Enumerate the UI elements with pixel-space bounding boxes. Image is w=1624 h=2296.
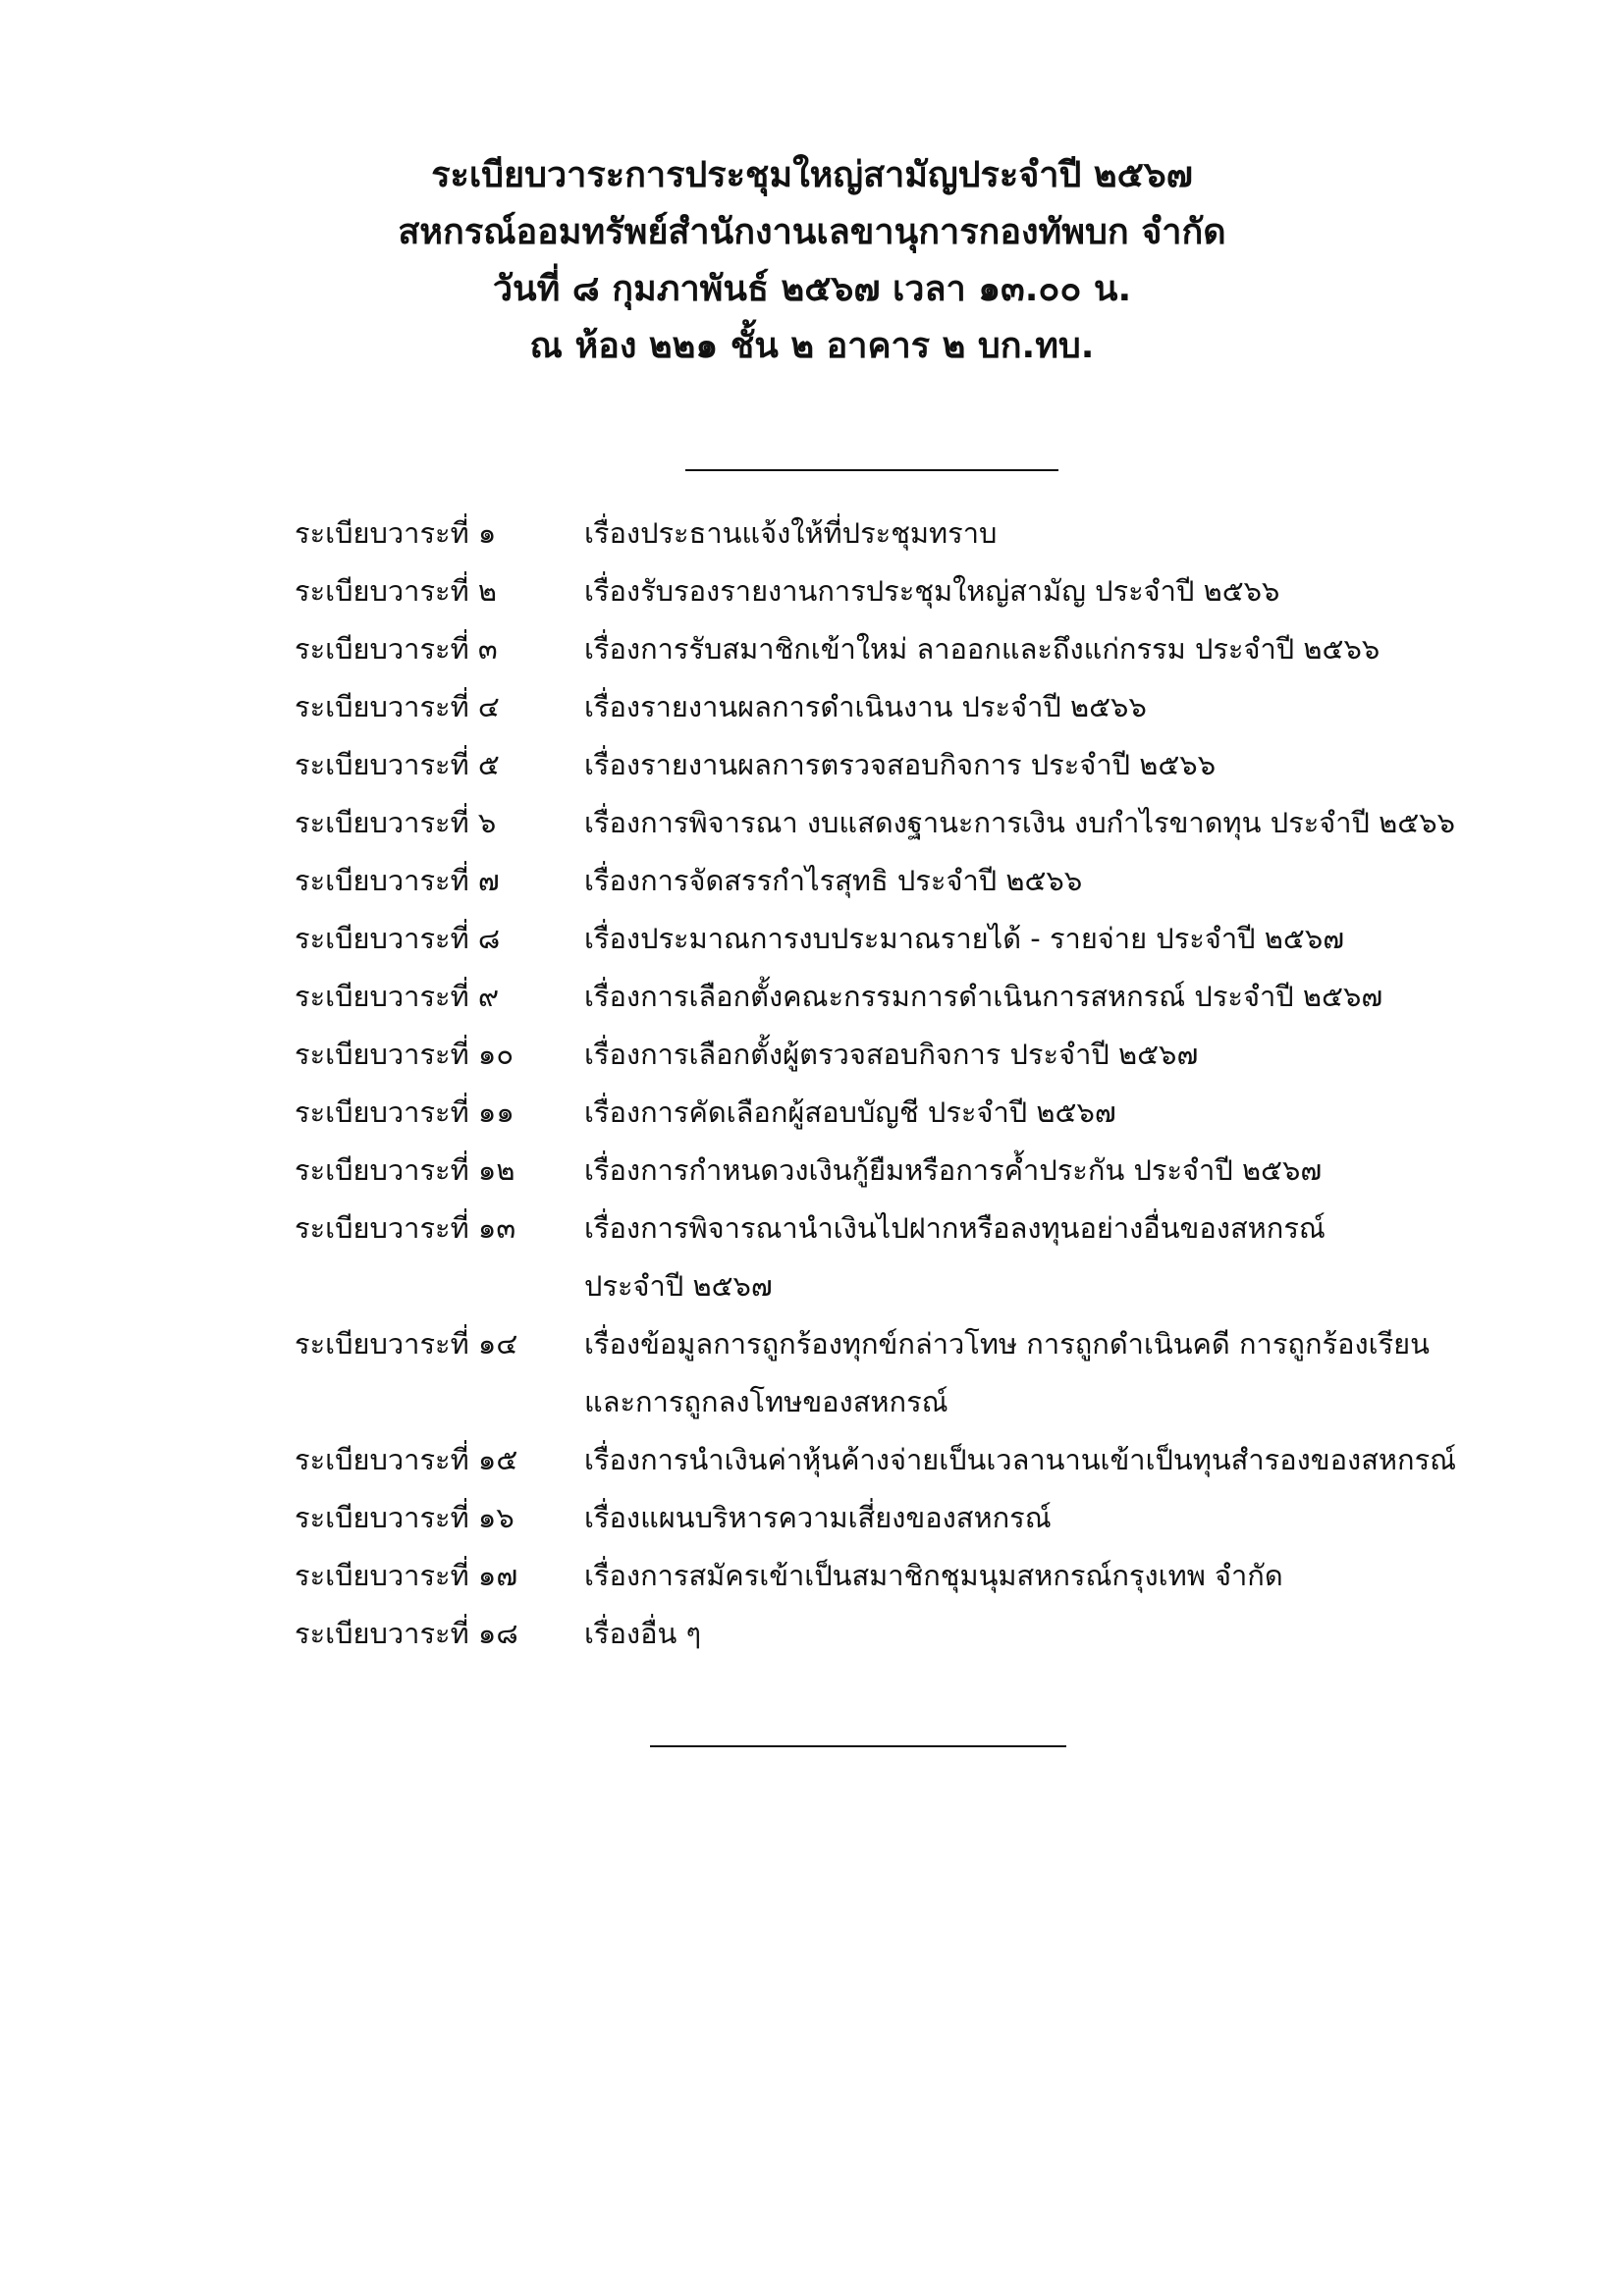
agenda-item-line: เรื่องการเลือกตั้งผู้ตรวจสอบกิจการ ประจำปี ๒๕๖๗ — [584, 1038, 1199, 1071]
agenda-item-label: ระเบียบวาระที่ ๑๑ — [295, 1095, 514, 1129]
agenda-item-line: เรื่องข้อมูลการถูกร้องทุกข์กล่าวโทษ การถูกดำเนินคดี การถูกร้องเรียน — [584, 1327, 1430, 1361]
agenda-item-line: เรื่องอื่น ๆ — [584, 1617, 702, 1650]
agenda-item-line: เรื่องการนำเงินค่าหุ้นค้างจ่ายเป็นเวลานานเข้าเป็นทุนสำรองของสหกรณ์ — [584, 1443, 1457, 1476]
agenda-item-line: เรื่องการกำหนดวงเงินกู้ยืมหรือการค้ำประกัน ประจำปี ๒๕๖๗ — [584, 1153, 1323, 1187]
footer-divider — [650, 1745, 1066, 1747]
agenda-item-label: ระเบียบวาระที่ ๔ — [295, 690, 500, 723]
agenda-item-line: เรื่องประมาณการงบประมาณรายได้ - รายจ่าย ประจำปี ๒๕๖๗ — [584, 922, 1345, 955]
agenda-item-label: ระเบียบวาระที่ ๑๔ — [295, 1327, 518, 1361]
agenda-item-line: เรื่องการรับสมาชิกเข้าใหม่ ลาออกและถึงแก่กรรม ประจำปี ๒๕๖๖ — [584, 632, 1380, 666]
agenda-item-text — [584, 1142, 1434, 1200]
agenda-item-text — [584, 736, 1434, 794]
agenda-item-line: เรื่องรายงานผลการตรวจสอบกิจการ ประจำปี ๒๕๖๖ — [584, 748, 1217, 781]
agenda-list — [295, 505, 1457, 1663]
agenda-item-text — [584, 1084, 1434, 1142]
agenda-item-line: และการถูกลงโทษของสหกรณ์ — [584, 1385, 948, 1418]
organization-name: สหกรณ์ออมทรัพย์สำนักงานเลขานุการกองทัพบก จำกัด — [398, 212, 1226, 252]
agenda-item — [295, 505, 1434, 562]
agenda-item-text — [584, 562, 1434, 620]
agenda-item-text — [584, 968, 1434, 1026]
agenda-item-line: เรื่องการพิจารณานำเงินไปฝากหรือลงทุนอย่างอื่นของสหกรณ์ — [584, 1211, 1326, 1245]
agenda-item-line: เรื่องการคัดเลือกผู้สอบบัญชี ประจำปี ๒๕๖๗ — [584, 1095, 1116, 1129]
agenda-item-label: ระเบียบวาระที่ ๒ — [295, 574, 498, 608]
agenda-item-text — [584, 1315, 1434, 1431]
agenda-item-text — [584, 852, 1434, 910]
agenda-item-label: ระเบียบวาระที่ ๑ — [295, 516, 497, 550]
agenda-item-label: ระเบียบวาระที่ ๙ — [295, 980, 500, 1013]
meeting-title: ระเบียบวาระการประชุมใหญ่สามัญประจำปี ๒๕๖๗ — [431, 155, 1193, 195]
agenda-item — [295, 1547, 1434, 1605]
agenda-item — [295, 910, 1434, 968]
agenda-item-text — [584, 505, 1434, 562]
agenda-item-line: เรื่องรับรองรายงานการประชุมใหญ่สามัญ ประจำปี ๒๕๖๖ — [584, 574, 1280, 608]
agenda-item-text — [584, 1547, 1434, 1605]
agenda-item-text — [584, 1026, 1434, 1084]
agenda-item — [295, 852, 1434, 910]
agenda-item — [295, 794, 1456, 852]
document-header — [0, 147, 1624, 375]
agenda-item-label: ระเบียบวาระที่ ๗ — [295, 864, 500, 897]
meeting-location: ณ ห้อง ๒๒๑ ชั้น ๒ อาคาร ๒ บก.ทบ. — [529, 326, 1095, 366]
agenda-item-label: ระเบียบวาระที่ ๘ — [295, 922, 501, 955]
agenda-item-line: เรื่องประธานแจ้งให้ที่ประชุมทราบ — [584, 516, 998, 550]
agenda-item-line: ประจำปี ๒๕๖๗ — [584, 1269, 773, 1303]
agenda-item-label: ระเบียบวาระที่ ๓ — [295, 632, 498, 666]
agenda-item — [295, 620, 1434, 678]
agenda-item-text — [584, 678, 1434, 736]
header-divider — [685, 469, 1058, 471]
agenda-item-line: เรื่องการสมัครเข้าเป็นสมาชิกชุมนุมสหกรณ์กรุงเทพ จำกัด — [584, 1559, 1283, 1592]
agenda-item-label: ระเบียบวาระที่ ๑๐ — [295, 1038, 514, 1071]
agenda-item — [295, 1200, 1434, 1315]
agenda-item — [295, 1026, 1434, 1084]
agenda-item — [295, 562, 1434, 620]
meeting-date-time: วันที่ ๘ กุมภาพันธ์ ๒๕๖๗ เวลา ๑๓.๐๐ น. — [492, 269, 1132, 309]
agenda-item-text — [584, 1489, 1434, 1547]
agenda-item — [295, 968, 1434, 1026]
agenda-item — [295, 736, 1434, 794]
agenda-item-label: ระเบียบวาระที่ ๕ — [295, 748, 500, 781]
agenda-item-text — [584, 1200, 1434, 1315]
agenda-item — [295, 1431, 1457, 1489]
agenda-item-label: ระเบียบวาระที่ ๑๖ — [295, 1501, 514, 1534]
agenda-item-label: ระเบียบวาระที่ ๑๒ — [295, 1153, 515, 1187]
agenda-item-label: ระเบียบวาระที่ ๑๘ — [295, 1617, 518, 1650]
agenda-item — [295, 1605, 1434, 1663]
agenda-item-line: เรื่องการจัดสรรกำไรสุทธิ ประจำปี ๒๕๖๖ — [584, 864, 1083, 897]
agenda-item — [295, 1084, 1434, 1142]
agenda-item-line: เรื่องการพิจารณา งบแสดงฐานะการเงิน งบกำไรขาดทุน ประจำปี ๒๕๖๖ — [584, 806, 1456, 839]
agenda-item-label: ระเบียบวาระที่ ๑๗ — [295, 1559, 518, 1592]
agenda-item-line: เรื่องรายงานผลการดำเนินงาน ประจำปี ๒๕๖๖ — [584, 690, 1147, 723]
agenda-item-text — [584, 1605, 1434, 1663]
agenda-item-text — [584, 910, 1434, 968]
agenda-item-label: ระเบียบวาระที่ ๑๓ — [295, 1211, 516, 1245]
agenda-item-line: เรื่องการเลือกตั้งคณะกรรมการดำเนินการสหกรณ์ ประจำปี ๒๕๖๗ — [584, 980, 1383, 1013]
agenda-item-text — [584, 794, 1455, 852]
agenda-item — [295, 1315, 1434, 1431]
agenda-item-label: ระเบียบวาระที่ ๑๕ — [295, 1443, 518, 1476]
agenda-item — [295, 1142, 1434, 1200]
agenda-item-text — [584, 620, 1434, 678]
agenda-item-text — [584, 1431, 1456, 1489]
agenda-item — [295, 1489, 1434, 1547]
agenda-item-line: เรื่องแผนบริหารความเสี่ยงของสหกรณ์ — [584, 1501, 1052, 1534]
agenda-item — [295, 678, 1434, 736]
agenda-item-label: ระเบียบวาระที่ ๖ — [295, 806, 497, 839]
